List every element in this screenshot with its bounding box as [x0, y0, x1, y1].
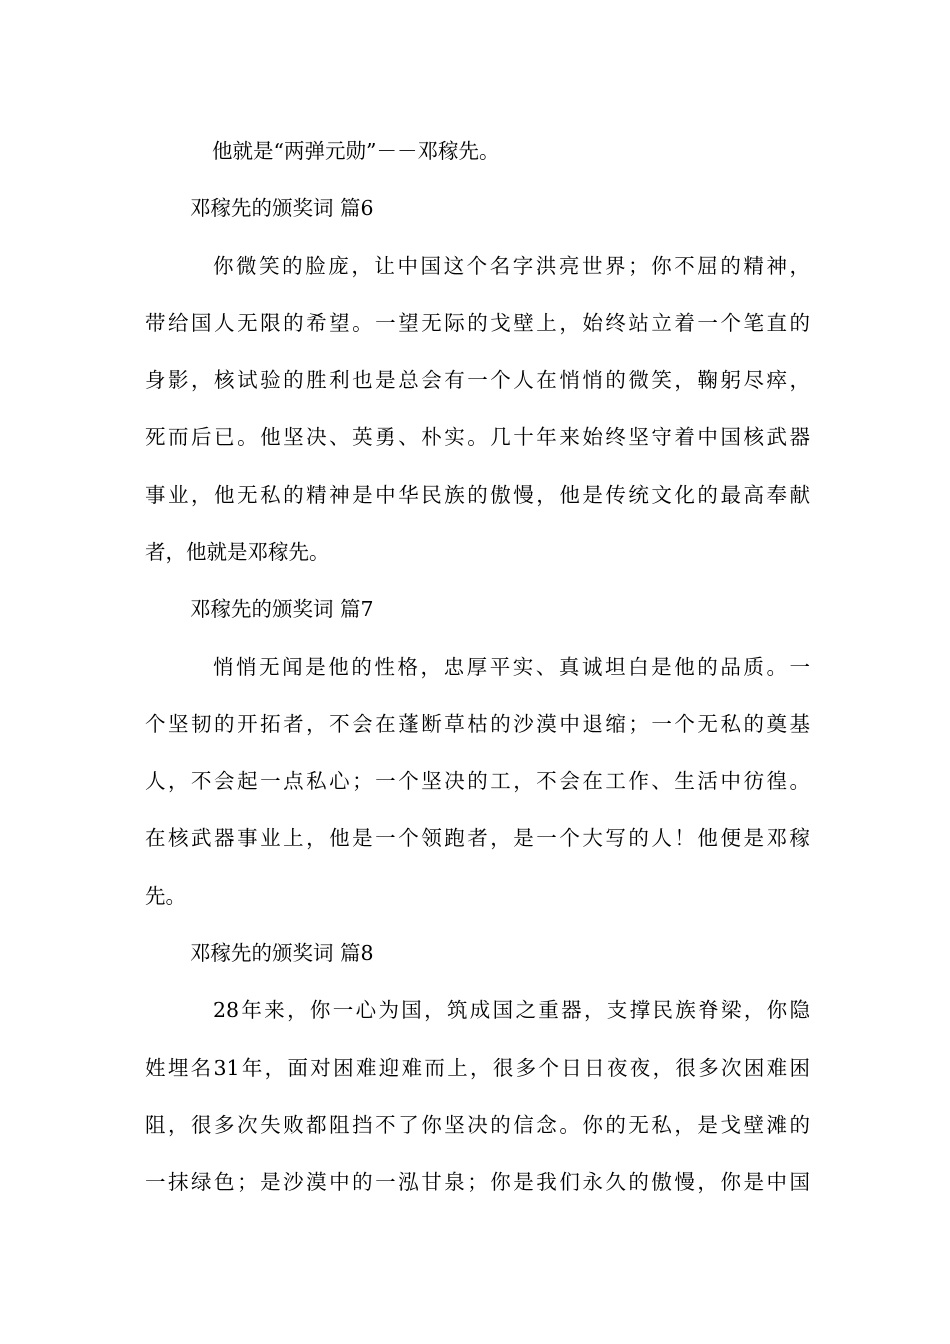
paragraph-line: 先。	[145, 884, 186, 908]
paragraph-line: 你微笑的脸庞，让中国这个名字洪亮世界；你不屈的精神，	[213, 254, 810, 278]
paragraph-line: 带给国人无限的希望。一望无际的戈壁上，始终站立着一个笔直的	[145, 311, 810, 335]
paragraph-line: 身影，核试验的胜利也是总会有一个人在悄悄的微笑，鞠躬尽瘁，	[145, 368, 810, 392]
paragraph-line: 一抹绿色；是沙漠中的一泓甘泉；你是我们永久的傲慢，你是中国	[145, 1170, 810, 1194]
paragraph-line: 个坚韧的开拓者，不会在蓬断草枯的沙漠中退缩；一个无私的奠基	[145, 712, 810, 736]
paragraph-line: 在核武器事业上，他是一个领跑者，是一个大写的人！他便是邓稼	[145, 826, 810, 850]
paragraph-line: 他就是“两弹元勋”－－邓稼先。	[212, 139, 500, 163]
paragraph-line: 死而后已。他坚决、英勇、朴实。几十年来始终坚守着中国核武器	[145, 425, 810, 449]
paragraph-line: 悄悄无闻是他的性格，忠厚平实、真诚坦白是他的品质。一	[213, 655, 810, 679]
paragraph-line: 28年来，你一心为国，筑成国之重器，支撑民族脊梁，你隐	[213, 998, 810, 1022]
section-heading-6: 邓稼先的颁奖词 篇6	[190, 196, 374, 220]
paragraph-line: 者，他就是邓稼先。	[145, 540, 330, 564]
section-heading-8: 邓稼先的颁奖词 篇8	[190, 941, 374, 965]
paragraph-line: 姓埋名31年，面对困难迎难而上，很多个日日夜夜，很多次困难困	[145, 1056, 810, 1080]
paragraph-line: 阻，很多次失败都阻挡不了你坚决的信念。你的无私，是戈壁滩的	[145, 1113, 810, 1137]
section-heading-7: 邓稼先的颁奖词 篇7	[190, 597, 374, 621]
paragraph-line: 人，不会起一点私心；一个坚决的工，不会在工作、生活中彷徨。	[145, 769, 810, 793]
paragraph-line: 事业，他无私的精神是中华民族的傲慢，他是传统文化的最高奉献	[145, 483, 810, 507]
